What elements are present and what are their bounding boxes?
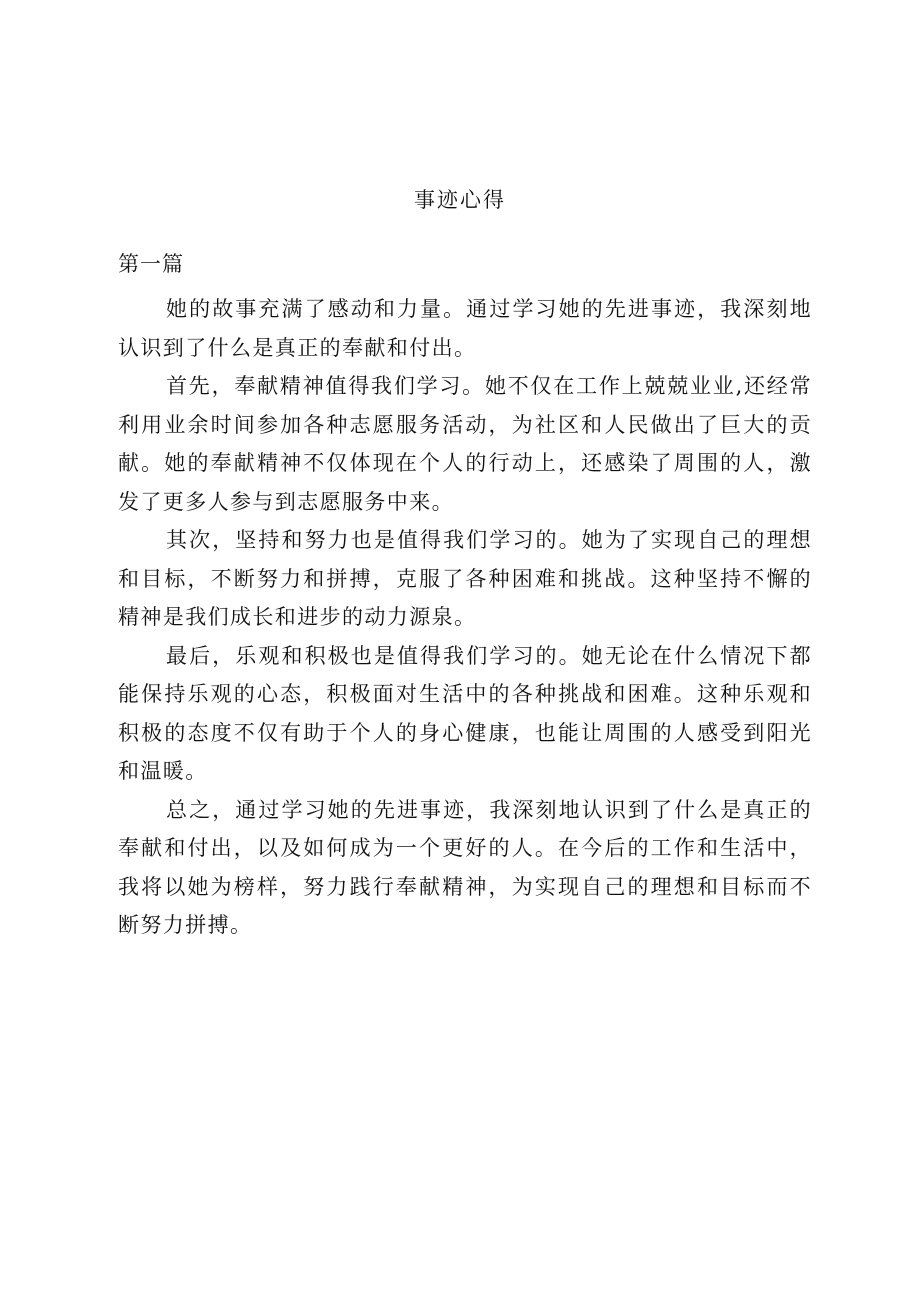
paragraph-optimism: 最后，乐观和积极也是值得我们学习的。她无论在什么情况下都能保持乐观的心态，积极面对生活中的各种挑战和困难。这种乐观和积极的态度不仅有助于个人的身心健康，也能让周围的人感受到阳光和温暖。	[118, 643, 812, 783]
document-title: 事迹心得	[414, 188, 506, 212]
paragraph-conclusion: 总之，通过学习她的先进事迹，我深刻地认识到了什么是真正的奉献和付出，以及如何成为一个更好的人。在今后的工作和生活中，我将以她为榜样，努力践行奉献精神，为实现自己的理想和目标而不断努力拼搏。	[118, 797, 812, 937]
document-body	[118, 290, 812, 945]
paragraph-intro: 她的故事充满了感动和力量。通过学习她的先进事迹，我深刻地认识到了什么是真正的奉献和付出。	[118, 297, 812, 360]
paragraph-dedication: 首先，奉献精神值得我们学习。她不仅在工作上兢兢业业,还经常利用业余时间参加各种志愿服务活动，为社区和人民做出了巨大的贡献。她的奉献精神不仅体现在个人的行动上，还感染了周围的人，激发了更多人参与到志愿服务中来。	[118, 374, 812, 514]
paragraph-perseverance: 其次，坚持和努力也是值得我们学习的。她为了实现自己的理想和目标，不断努力和拼搏，克服了各种困难和挑战。这种坚持不懈的精神是我们成长和进步的动力源泉。	[118, 528, 812, 629]
section-label: 第一篇	[118, 252, 184, 276]
